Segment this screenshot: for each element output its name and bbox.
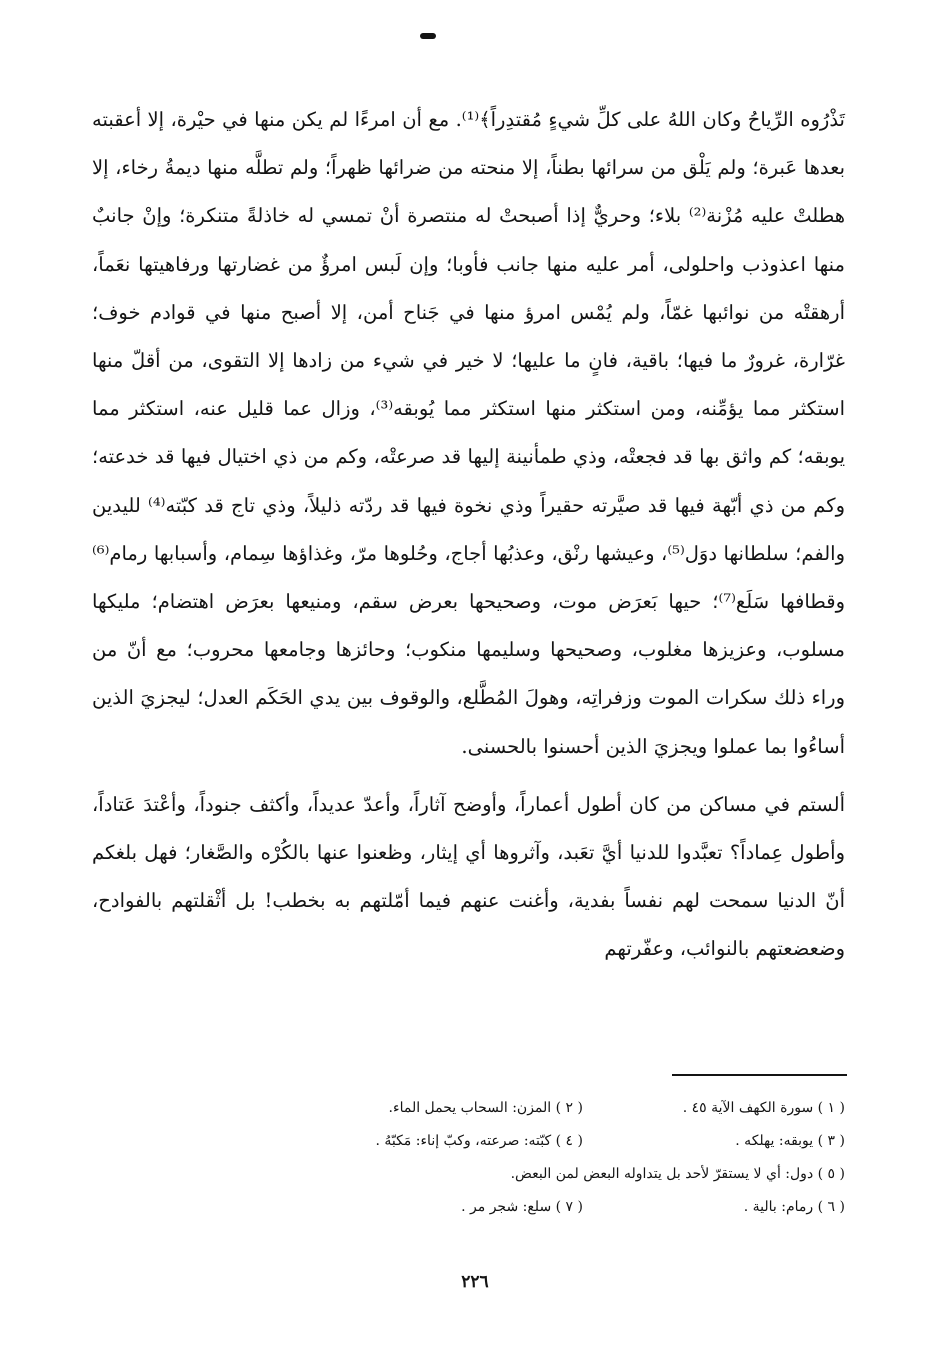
paragraph-2: ألستم في مساكن من كان أطول أعماراً، وأوضح آثاراً، وأعدّ عديداً، وأكثف جنوداً، وأعْتدَ عَتاداً، وأطول عِماداً؟ تعبَّدوا للدنيا أيَّ تعَبد، وآثروها أي إيثار، وظعنوا عنها بالكُرْه والصَّغار؛ فهل بلغكم أنّ الدنيا سمحت لهم نفساً بفدية، وأغنت عنهم فيما أمّلتهم به بخطب! بل أثْقلتهم بالفوادح، وضعضعتهم بالنوائب، وعفّرتهم	[92, 792, 845, 961]
footnote-separator	[672, 1074, 847, 1076]
footnote-row	[300, 1191, 845, 1224]
footnote-row	[300, 1125, 845, 1158]
footnote-row	[300, 1158, 845, 1191]
footnote-row	[300, 1092, 845, 1125]
main-text	[92, 96, 845, 974]
footnote-5: ( ٥ ) دول: أي لا يستقرّ لأحد بل يتداوله البعض لمن البعض.	[510, 1166, 845, 1182]
footnote-2: ( ٢ ) المزن: السحاب يحمل الماء.	[388, 1100, 583, 1116]
footnotes	[300, 1092, 845, 1224]
footnote-3: ( ٣ ) يوبقه: يهلكه .	[735, 1133, 845, 1149]
footnote-6: ( ٦ ) رمام: بالية .	[743, 1199, 845, 1215]
footnote-4: ( ٤ ) كبّته: صرعته، وكبّ إناء: مَكبّهُ .	[375, 1133, 583, 1149]
footnote-1: ( ١ ) سورة الكهف الآية ٤٥ .	[682, 1100, 845, 1116]
paragraph-1: تَذْرُوه الرِّياحُ وكان اللهُ على كلِّ شيءٍ مُقتدِراً﴾⁽¹⁾. مع أن امرءًا لم يكن منها في حيْرة، إلا أعقبته بعدها عَبرة؛ ولم يَلْق من سرائها بطناً، إلا منحته من ضرائها ظهراً؛ ولم تطلَّه منها ديمةُ رخاء، إلا هطلتْ عليه مُزْنة⁽²⁾ بلاء؛ وحريٌّ إذا أصبحتْ له منتصرة أنْ تمسي له خاذلةً متنكرة؛ وإنْ جانبٌ منها اعذوذب واحلولى، أمر عليه منها جانب فأوبا؛ وإن لَبس امرؤٌ من غضارتها ورفاهيتها نعَماً، أرهقتْه من نوائبها غمّاً، ولم يُمْس امرؤ منها في جَناح أمن، إلا أصبح منها في قوادم خوف؛ غرّارة، غرورٌ ما فيها؛ باقية، فانٍ ما عليها؛ لا خير في شيء من زادها إلا التقوى، من أقلّ منها استكثر مما يؤمِّنه، ومن استكثر منها استكثر مما يُوبقه⁽³⁾، وزال عما قليل عنه، استكثر مما يوبقه؛ كم واثق بها قد فجعتْه، وذي طمأنينة إليها قد صرعتْه، وكم من ذي اختيال فيها قد خدعته؛ وكم من ذي أبّهة فيها قد صيَّرته حقيراً وذي نخوة فيها قد ردّته ذليلاً، وذي تاج قد كبّته⁽⁴⁾ لليدين والفم؛ سلطانها دوَل⁽⁵⁾، وعيشها رنْق، وعذبُها أجاج، وحُلوها مرّ، وغذاؤها سِمام، وأسبابها رمام⁽⁶⁾ وقطافها سَلَع⁽⁷⁾؛ حيها بَعرَض موت، وصحيحها بعرض سقم، ومنيعها بعرَض اهتضام؛ مليكها مسلوب، وعزيزها مغلوب، وصحيحها وسليمها منكوب؛ وحائزها وجامعها محروب؛ مع أنّ من وراء ذلك سكرات الموت وزفراتِه، وهولَ المُطَّلع، والوقوف بين يدي الحَكَم العدل؛ ليجزيَ الذين أساءُوا بما عملوا ويجزيَ الذين أحسنوا بالحسنى.	[92, 108, 846, 758]
page-number: ٢٢٦	[461, 1272, 489, 1292]
footnote-7: ( ٧ ) سلع: شجر مر .	[461, 1199, 583, 1215]
top-ink-mark	[420, 33, 436, 39]
